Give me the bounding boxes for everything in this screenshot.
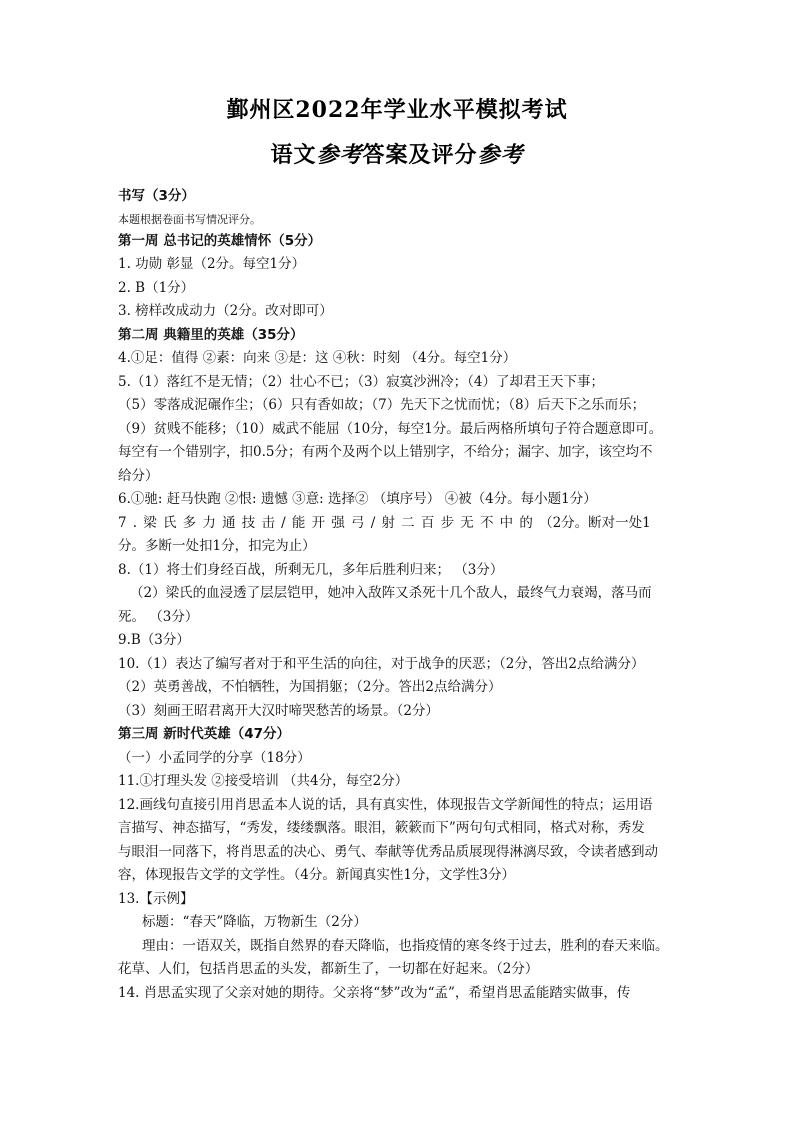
text-line: 理由：一语双关，既指自然界的春天降临，也指疫情的寒冬终于过去，胜利的春天来临。: [142, 937, 669, 954]
text-line: 9.B（3分）: [118, 632, 190, 648]
text-line: 言描写、神态描写，“秀发，缕缕飘落。眼泪，簌簌而下”两句句式相同，格式对称，秀发: [118, 820, 645, 836]
exam-subtitle: [0, 138, 794, 169]
text-line: （2）梁氏的血浸透了层层铠甲，她冲入敌阵又杀死十几个敌人，最终气力衰竭，落马而: [130, 585, 652, 601]
text-line: （一）小孟同学的分享（18分）: [118, 749, 311, 766]
subtitle-part-b: 参考: [316, 142, 363, 168]
text-line: 12.画线句直接引用肖思孟本人说的话，具有真实性，体现报告文学新闻性的特点；运用语: [118, 796, 653, 813]
text-line: 1. 功勋 彰显（2分。每空1分）: [118, 256, 306, 272]
section-heading: 第二周 典籍里的英雄（35分）: [118, 326, 304, 343]
text-line: 2. B（1分）: [118, 279, 195, 296]
text-line: 13.【示例】: [118, 890, 194, 907]
subtitle-part-c: 答案及评分: [362, 142, 478, 168]
scoring-note: （2分。断对一处1: [539, 514, 651, 531]
sentence-break-answer: 7.梁氏多力通技击/能开强弓/射二百步无不中的: [118, 514, 540, 531]
exam-title: 鄞州区2022年学业水平模拟考试: [226, 97, 568, 123]
text-line: 4.①足：值得 ②素：向来 ③是：这 ④秋：时刻 （4分。每空1分）: [118, 350, 517, 366]
text-line: 分。多断一处扣1分，扣完为止）: [118, 538, 316, 554]
text-line: 死。 （3分）: [118, 608, 199, 625]
text-line: 14. 肖思孟实现了父亲对她的期待。父亲将“梦”改为“孟”，希望肖思孟能踏实做事，传: [118, 984, 631, 1001]
section-heading: 第一周 总书记的英雄情怀（5分）: [118, 232, 322, 249]
subtitle-part-d: 参考: [477, 142, 524, 168]
text-line: （9）贫贱不能移；（10）威武不能屈（10分，每空1分。最后两格所填句子符合题意即可。: [118, 420, 663, 437]
text-line: 标题：“春天”降临，万物新生（2分）: [142, 914, 367, 930]
text-line: 10.（1）表达了编写者对于和平生活的向往，对于战争的厌恶；（2分，答出2点给满分）: [118, 655, 645, 672]
text-line: 3. 榜样改成动力（2分。改对即可）: [118, 303, 333, 319]
text-line: 11.①打理头发 ②接受培训 （共4分，每空2分）: [118, 773, 409, 789]
text-line: 本题根据卷面书写情况评分。: [118, 212, 261, 226]
text-line: 每空有一个错别字，扣0.5分；有两个及两个以上错别字，不给分；漏字、加字，该空均不: [118, 444, 653, 460]
section-heading: 第三周 新时代英雄（47分）: [118, 726, 290, 742]
text-line: 与眼泪一同落下，将肖思孟的决心、勇气、奉献等优秀品质展现得淋漓尽致，令读者感到动: [118, 843, 658, 860]
text-line: 8.（1）将士们身经百战，所剩无几，多年后胜利归来； （3分）: [118, 561, 504, 578]
text-line: 花草、人们，包括肖思孟的头发，都新生了，一切都在好起来。（2分）: [118, 961, 539, 977]
text-line: 容，体现报告文学的文学性。（4分。新闻真实性1分，文学性3分）: [118, 867, 516, 883]
text-line: [118, 512, 688, 536]
text-line: （3）刻画王昭君离开大汉时啼哭愁苦的场景。（2分）: [118, 702, 439, 719]
text-line: 给分）: [118, 467, 159, 484]
answer-content: [118, 185, 688, 1005]
text-line: （2）英勇善战，不怕牺牲，为国捐躯；（2分。答出2点给满分）: [118, 679, 502, 695]
text-line: 5.（1）落红不是无情；（2）壮心不已；（3）寂寞沙洲冷；（4）了却君王天下事；: [118, 373, 604, 390]
section-heading: 书写（3分）: [118, 188, 195, 204]
text-line: （5）零落成泥碾作尘；（6）只有香如故；（7）先天下之忧而忧；（8）后天下之乐而乐；: [118, 397, 646, 413]
text-line: 6.①驰: 赶马快跑 ②恨: 遗憾 ③意: 选择② （填序号） ④被（4分。每小题1分）: [118, 491, 597, 507]
subtitle-part-a: 语文: [270, 142, 317, 168]
